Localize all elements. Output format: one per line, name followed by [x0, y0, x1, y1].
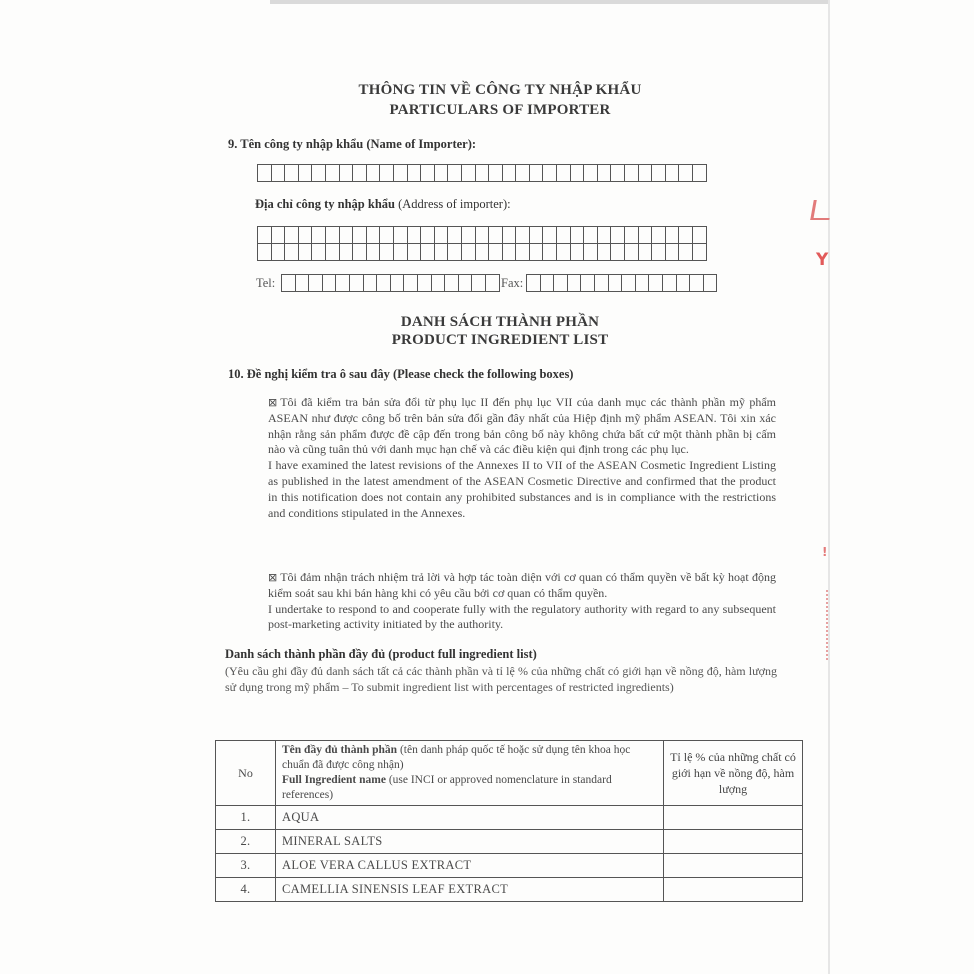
character-box[interactable]	[516, 164, 530, 182]
character-box[interactable]	[666, 226, 680, 244]
character-box[interactable]	[666, 164, 680, 182]
ingredient-list-title-vn: DANH SÁCH THÀNH PHẦN	[400, 314, 600, 330]
character-box[interactable]	[336, 274, 350, 292]
row-percentage[interactable]	[664, 830, 803, 854]
character-box[interactable]	[476, 243, 490, 261]
character-box[interactable]	[312, 164, 326, 182]
importer-name-label: 9. Tên công ty nhập khẩu (Name of Importer):	[228, 137, 477, 151]
character-box[interactable]	[541, 274, 555, 292]
character-box[interactable]	[652, 243, 666, 261]
character-box[interactable]	[309, 274, 323, 292]
margin-stamp-fragment	[818, 590, 828, 660]
character-box[interactable]	[693, 226, 707, 244]
character-box[interactable]	[543, 226, 557, 244]
character-box[interactable]	[462, 243, 476, 261]
character-box[interactable]	[693, 164, 707, 182]
character-box[interactable]	[326, 243, 340, 261]
checked-box-icon[interactable]: ⊠	[268, 396, 278, 409]
full-list-heading: Danh sách thành phần đầy đủ (product full ingredient list)	[225, 647, 537, 661]
table-row	[216, 830, 803, 854]
character-box[interactable]	[568, 274, 582, 292]
importer-name-boxes[interactable]	[257, 164, 707, 182]
character-box[interactable]	[503, 226, 517, 244]
character-box[interactable]	[312, 243, 326, 261]
character-box[interactable]	[530, 164, 544, 182]
character-box[interactable]	[340, 226, 354, 244]
character-box[interactable]	[486, 274, 500, 292]
check-block-2	[268, 570, 776, 633]
ingredient-list-title-en: PRODUCT INGREDIENT LIST	[391, 332, 609, 348]
header-ingredient-name: Tên đầy đủ thành phần (tên danh pháp quốc tế hoặc sử dụng tên khoa học chuẩn đã được công nhận) Full Ingredient name (use INCI or approved nomenclature in standard references)	[276, 741, 664, 806]
character-box[interactable]	[285, 243, 299, 261]
character-box[interactable]	[258, 226, 272, 244]
character-box[interactable]	[448, 164, 462, 182]
character-box[interactable]	[353, 243, 367, 261]
character-box[interactable]	[353, 164, 367, 182]
character-box[interactable]	[489, 164, 503, 182]
character-box[interactable]	[611, 226, 625, 244]
character-box[interactable]	[380, 164, 394, 182]
header-no: No	[216, 741, 276, 806]
character-box[interactable]	[679, 243, 693, 261]
row-no: 3.	[216, 854, 276, 878]
page-top-edge	[270, 0, 830, 4]
character-box[interactable]	[299, 226, 313, 244]
character-box[interactable]	[516, 243, 530, 261]
check1-text-vn: Tôi đã kiểm tra bản sửa đổi từ phụ lục II đến phụ lục VII của danh mục các thành phần mỹ phẩm ASEAN như được công bố trên bản sửa đổi gần đây nhất của Hiệp định mỹ phẩm ASEAN. Tôi xin xác nhận rằng sản phẩm được đề cập đến trong bản công bố này không chứa bất cứ một thành phần bị cấm nào và cũng tuân thủ với danh mục hạn chế và các điều kiện qui định trong các phụ lục.	[268, 395, 776, 457]
character-box[interactable]	[530, 226, 544, 244]
importer-address-boxes-2[interactable]	[257, 243, 707, 261]
character-box[interactable]	[299, 243, 313, 261]
header-percentage: Tỉ lệ % của những chất có giới hạn về nồng độ, hàm lượng	[664, 741, 803, 806]
character-box[interactable]	[323, 274, 337, 292]
row-no: 1.	[216, 806, 276, 830]
character-box[interactable]	[625, 164, 639, 182]
character-box[interactable]	[584, 164, 598, 182]
table-row	[216, 854, 803, 878]
tel-boxes[interactable]	[281, 274, 500, 292]
character-box[interactable]	[584, 226, 598, 244]
character-box[interactable]	[663, 274, 677, 292]
character-box[interactable]	[296, 274, 310, 292]
character-box[interactable]	[571, 164, 585, 182]
character-box[interactable]	[448, 243, 462, 261]
character-box[interactable]	[312, 226, 326, 244]
character-box[interactable]	[380, 226, 394, 244]
character-box[interactable]	[418, 274, 432, 292]
character-box[interactable]	[258, 164, 272, 182]
check2-text-vn: Tôi đảm nhận trách nhiệm trả lời và hợp tác toàn diện với cơ quan có thẩm quyền về bất kỳ hoạt động kiểm soát sau khi bán hàng khi có yêu cầu bởi cơ quan có thẩm quyền.	[268, 570, 776, 600]
character-box[interactable]	[353, 226, 367, 244]
importer-title-en: PARTICULARS OF IMPORTER	[389, 102, 611, 118]
character-box[interactable]	[394, 226, 408, 244]
character-box[interactable]	[598, 243, 612, 261]
character-box[interactable]	[435, 226, 449, 244]
character-box[interactable]	[639, 164, 653, 182]
character-box[interactable]	[272, 226, 286, 244]
character-box[interactable]	[272, 164, 286, 182]
character-box[interactable]	[432, 274, 446, 292]
character-box[interactable]	[340, 164, 354, 182]
character-box[interactable]	[421, 243, 435, 261]
character-box[interactable]	[557, 226, 571, 244]
character-box[interactable]	[557, 164, 571, 182]
character-box[interactable]	[652, 226, 666, 244]
character-box[interactable]	[380, 243, 394, 261]
fax-boxes[interactable]	[526, 274, 717, 292]
character-box[interactable]	[666, 243, 680, 261]
row-ingredient: ALOE VERA CALLUS EXTRACT	[276, 854, 664, 878]
check2-text-en: I undertake to respond to and cooperate fully with the regulatory authority with regard to any subsequent post-marketing activity initiated by the authority.	[268, 601, 776, 632]
character-box[interactable]	[571, 243, 585, 261]
character-box[interactable]	[445, 274, 459, 292]
character-box[interactable]	[394, 164, 408, 182]
ingredient-table	[215, 740, 803, 902]
character-box[interactable]	[503, 164, 517, 182]
character-box[interactable]	[476, 226, 490, 244]
character-box[interactable]	[639, 243, 653, 261]
character-box[interactable]	[326, 164, 340, 182]
character-box[interactable]	[408, 164, 422, 182]
margin-stamp-mark: !	[822, 545, 828, 559]
character-box[interactable]	[693, 243, 707, 261]
character-box[interactable]	[652, 164, 666, 182]
character-box[interactable]	[299, 164, 313, 182]
margin-stamp-fragment	[810, 200, 833, 220]
checked-box-icon[interactable]: ⊠	[268, 571, 278, 584]
character-box[interactable]	[571, 226, 585, 244]
row-no: 2.	[216, 830, 276, 854]
character-box[interactable]	[377, 274, 391, 292]
character-box[interactable]	[690, 274, 704, 292]
row-no: 4.	[216, 878, 276, 902]
character-box[interactable]	[489, 243, 503, 261]
character-box[interactable]	[462, 226, 476, 244]
character-box[interactable]	[472, 274, 486, 292]
character-box[interactable]	[636, 274, 650, 292]
check-block-1	[268, 395, 776, 521]
character-box[interactable]	[350, 274, 364, 292]
character-box[interactable]	[543, 164, 557, 182]
row-percentage[interactable]	[664, 854, 803, 878]
character-box[interactable]	[679, 226, 693, 244]
row-percentage[interactable]	[664, 806, 803, 830]
character-box[interactable]	[408, 243, 422, 261]
table-header-row	[216, 741, 803, 806]
character-box[interactable]	[394, 243, 408, 261]
character-box[interactable]	[557, 243, 571, 261]
table-row	[216, 878, 803, 902]
character-box[interactable]	[679, 164, 693, 182]
character-box[interactable]	[326, 226, 340, 244]
character-box[interactable]	[489, 226, 503, 244]
character-box[interactable]	[609, 274, 623, 292]
character-box[interactable]	[581, 274, 595, 292]
character-box[interactable]	[258, 243, 272, 261]
fax-label: Fax:	[501, 276, 524, 290]
character-box[interactable]	[391, 274, 405, 292]
character-box[interactable]	[408, 226, 422, 244]
character-box[interactable]	[625, 226, 639, 244]
character-box[interactable]	[272, 243, 286, 261]
check-heading: 10. Đề nghị kiểm tra ô sau đây (Please check the following boxes)	[228, 367, 574, 381]
character-box[interactable]	[598, 164, 612, 182]
row-ingredient: AQUA	[276, 806, 664, 830]
character-box[interactable]	[476, 164, 490, 182]
row-ingredient: CAMELLIA SINENSIS LEAF EXTRACT	[276, 878, 664, 902]
character-box[interactable]	[340, 243, 354, 261]
character-box[interactable]	[554, 274, 568, 292]
character-box[interactable]	[435, 164, 449, 182]
character-box[interactable]	[404, 274, 418, 292]
character-box[interactable]	[649, 274, 663, 292]
character-box[interactable]	[611, 243, 625, 261]
character-box[interactable]	[364, 274, 378, 292]
character-box[interactable]	[285, 164, 299, 182]
character-box[interactable]	[527, 274, 541, 292]
table-row	[216, 806, 803, 830]
character-box[interactable]	[530, 243, 544, 261]
row-ingredient: MINERAL SALTS	[276, 830, 664, 854]
importer-title-vn: THÔNG TIN VỀ CÔNG TY NHẬP KHẨU	[358, 82, 642, 98]
character-box[interactable]	[625, 243, 639, 261]
character-box[interactable]	[282, 274, 296, 292]
character-box[interactable]	[704, 274, 718, 292]
character-box[interactable]	[459, 274, 473, 292]
character-box[interactable]	[598, 226, 612, 244]
character-box[interactable]	[421, 226, 435, 244]
importer-address-boxes-1[interactable]	[257, 226, 707, 244]
importer-address-label: Địa chỉ công ty nhập khẩu (Address of importer):	[255, 197, 511, 211]
character-box[interactable]	[622, 274, 636, 292]
character-box[interactable]	[595, 274, 609, 292]
row-percentage[interactable]	[664, 878, 803, 902]
character-box[interactable]	[543, 243, 557, 261]
character-box[interactable]	[367, 226, 381, 244]
margin-stamp-mark: Y	[816, 250, 829, 270]
tel-label: Tel:	[256, 276, 276, 290]
character-box[interactable]	[677, 274, 691, 292]
full-list-note: (Yêu cầu ghi đầy đủ danh sách tất cả các thành phần và tỉ lệ % của những chất có giới hạn về nồng độ, hàm lượng sử dụng trong mỹ phẩm – To submit ingredient list with percentages of restricted ingredients)	[225, 664, 777, 694]
character-box[interactable]	[584, 243, 598, 261]
character-box[interactable]	[611, 164, 625, 182]
character-box[interactable]	[367, 243, 381, 261]
character-box[interactable]	[285, 226, 299, 244]
character-box[interactable]	[462, 164, 476, 182]
character-box[interactable]	[421, 164, 435, 182]
character-box[interactable]	[639, 226, 653, 244]
check1-text-en: I have examined the latest revisions of the Annexes II to VII of the ASEAN Cosmetic Ingredient Listing as published in the latest amendment of the ASEAN Cosmetic Directive and confirmed that the product in this notification does not contain any prohibited substances and is in compliance with the restrictions and conditions stipulated in the Annexes.	[268, 458, 776, 520]
page-right-edge	[828, 0, 830, 974]
character-box[interactable]	[435, 243, 449, 261]
character-box[interactable]	[448, 226, 462, 244]
character-box[interactable]	[503, 243, 517, 261]
character-box[interactable]	[367, 164, 381, 182]
character-box[interactable]	[516, 226, 530, 244]
